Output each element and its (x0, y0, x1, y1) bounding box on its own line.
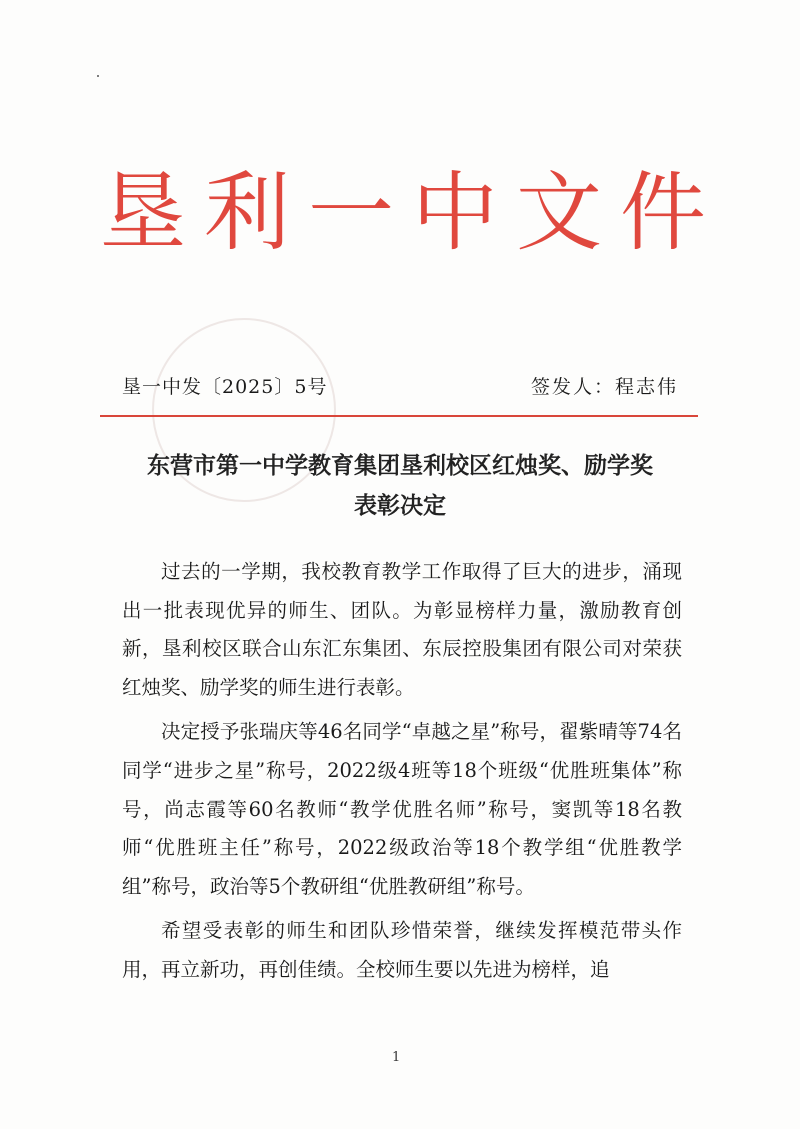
document-title (100, 446, 700, 526)
signer-label: 签发人： (530, 376, 615, 398)
page-number: 1 (392, 1050, 401, 1065)
scan-speck (97, 75, 99, 77)
signer-name: 程志伟 (614, 376, 678, 398)
body-paragraph-2: 决定授予张瑞庆等46名同学“卓越之星”称号，翟紫晴等74名同学“进步之星”称号，2022级4班等18个班级“优胜班集体”称号，尚志霞等60名教师“教学优胜名师”称号，窦凯等18名教师“优胜班主任”称号，2022级政治等18个教学组“优胜教学组”称号，政治等5个教研组“优胜教研组”称号。 (122, 720, 682, 898)
document-body (122, 553, 682, 996)
body-paragraph-3: 希望受表彰的师生和团队珍惜荣誉，继续发挥模范带头作用，再立新功，再创佳绩。全校师生要以先进为榜样，追 (122, 919, 682, 981)
document-masthead: 垦利一中文件 (100, 163, 724, 263)
red-separator-rule (100, 415, 698, 417)
signer-line (531, 372, 678, 399)
body-paragraph-1: 过去的一学期，我校教育教学工作取得了巨大的进步，涌现出一批表现优异的师生、团队。为彰显榜样力量，激励教育创新，垦利校区联合山东汇东集团、东辰控股集团有限公司对荣获红烛奖、励学奖的师生进行表彰。 (122, 560, 682, 699)
title-line-2: 表彰决定 (354, 493, 446, 519)
title-line-1: 东营市第一中学教育集团垦利校区红烛奖、励学奖 (147, 453, 653, 479)
document-number: 垦一中发〔2025〕5号 (122, 376, 328, 398)
